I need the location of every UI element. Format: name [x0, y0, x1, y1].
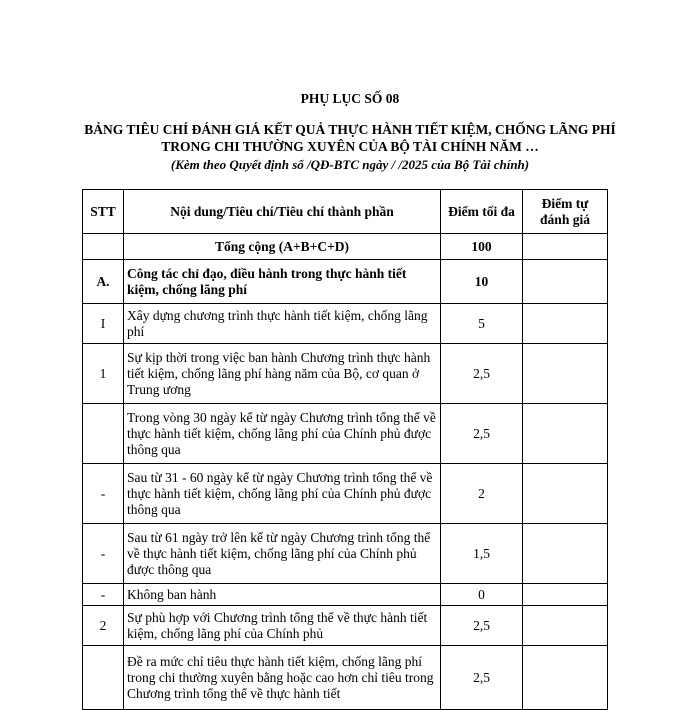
row-content: Sau từ 61 ngày trở lên kể từ ngày Chương trình tổng thể về thực hành tiết kiệm, chống lãng phí của Chính phủ được thông qua	[124, 524, 441, 584]
header-max-score: Điểm tối đa	[441, 190, 523, 234]
row-max-score: 2,5	[441, 646, 523, 710]
row-content: Xây dựng chương trình thực hành tiết kiệm, chống lãng phí	[124, 304, 441, 344]
row-max-score: 2	[441, 464, 523, 524]
row-content: Không ban hành	[124, 584, 441, 606]
table-row	[83, 344, 608, 404]
row-self-score[interactable]	[523, 304, 608, 344]
row-max-score: 2,5	[441, 606, 523, 646]
row-self-score[interactable]	[523, 464, 608, 524]
row-max-score: 5	[441, 304, 523, 344]
table-row	[83, 260, 608, 304]
row-stt: 2	[83, 606, 124, 646]
row-stt: -	[83, 464, 124, 524]
row-max-score: 1,5	[441, 524, 523, 584]
row-stt	[83, 404, 124, 464]
row-self-score[interactable]	[523, 584, 608, 606]
row-max-score: 2,5	[441, 404, 523, 464]
row-self-score[interactable]	[523, 234, 608, 260]
table-row	[83, 234, 608, 260]
row-self-score[interactable]	[523, 260, 608, 304]
table-row	[83, 524, 608, 584]
row-stt: I	[83, 304, 124, 344]
row-max-score: 0	[441, 584, 523, 606]
decision-note: (Kèm theo Quyết định số /QĐ-BTC ngày / /2025 của Bộ Tài chính)	[170, 157, 530, 172]
row-self-score[interactable]	[523, 524, 608, 584]
row-self-score[interactable]	[523, 344, 608, 404]
row-content: Sự phù hợp với Chương trình tổng thể về thực hành tiết kiệm, chống lãng phí của Chính phủ	[124, 606, 441, 646]
row-stt: 1	[83, 344, 124, 404]
row-content: Trong vòng 30 ngày kể từ ngày Chương trình tổng thể về thực hành tiết kiệm, chống lãng phí của Chính phủ được thông qua	[124, 404, 441, 464]
row-content: Sau từ 31 - 60 ngày kể từ ngày Chương trình tổng thể về thực hành tiết kiệm, chống lãng phí của Chính phủ được thông qua	[124, 464, 441, 524]
row-content: Sự kịp thời trong việc ban hành Chương trình thực hành tiết kiệm, chống lãng phí hàng năm của Bộ, cơ quan ở Trung ương	[124, 344, 441, 404]
table-header-row	[83, 190, 608, 234]
table-row	[83, 304, 608, 344]
row-self-score[interactable]	[523, 404, 608, 464]
appendix-title: PHỤ LỤC SỐ 08	[300, 91, 400, 106]
row-stt: -	[83, 524, 124, 584]
row-content: Tổng cộng (A+B+C+D)	[124, 234, 441, 260]
criteria-table	[82, 189, 608, 710]
row-max-score: 2,5	[441, 344, 523, 404]
row-content: Công tác chỉ đạo, điều hành trong thực hành tiết kiệm, chống lãng phí	[124, 260, 441, 304]
row-stt: -	[83, 584, 124, 606]
row-max-score: 100	[441, 234, 523, 260]
table-row	[83, 404, 608, 464]
row-max-score: 10	[441, 260, 523, 304]
document-subtitle: BẢNG TIÊU CHÍ ĐÁNH GIÁ KẾT QUẢ THỰC HÀNH TIẾT KIỆM, CHỐNG LÃNG PHÍ TRONG CHI THƯỜNG XUYÊN CỦA BỘ TÀI CHÍNH NĂM …	[84, 122, 616, 154]
row-stt: A.	[83, 260, 124, 304]
table-row	[83, 584, 608, 606]
row-self-score[interactable]	[523, 606, 608, 646]
row-stt	[83, 234, 124, 260]
header-self-score: Điểm tự đánh giá	[523, 190, 608, 234]
header-stt: STT	[83, 190, 124, 234]
row-content: Đề ra mức chỉ tiêu thực hành tiết kiệm, chống lãng phí trong chi thường xuyên bằng hoặc cao hơn chỉ tiêu trong Chương trình tổng thể về thực hành tiết	[124, 646, 441, 710]
table-row	[83, 464, 608, 524]
table-row	[83, 606, 608, 646]
header-content: Nội dung/Tiêu chí/Tiêu chí thành phần	[124, 190, 441, 234]
